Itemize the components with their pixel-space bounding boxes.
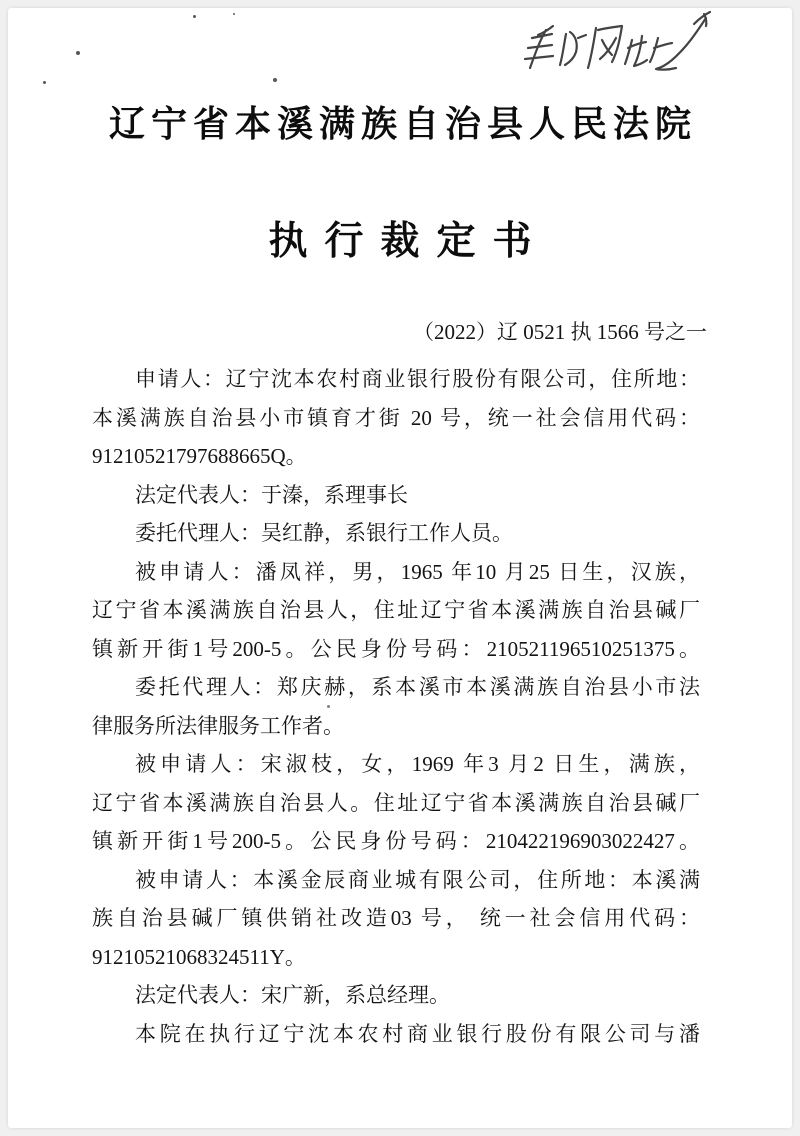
- doc-line: 镇新开街1号200-5。公民身份号码：210422196903022427。: [92, 829, 700, 853]
- scan-speck: [193, 15, 196, 18]
- doc-line: 镇新开街1号200-5。公民身份号码：210521196510251375。: [92, 636, 700, 661]
- doc-line: 被申请人：潘凤祥，男，1965 年10 月25 日生，汉族，: [135, 559, 700, 584]
- doc-line: 本院在执行辽宁沈本农村商业银行股份有限公司与潘: [135, 1021, 700, 1046]
- case-number: （2022）辽 0521 执 1566 号之一: [413, 320, 707, 344]
- scan-speck: [233, 13, 235, 15]
- doc-line: 辽宁省本溪满族自治县人，住址辽宁省本溪满族自治县碱厂: [92, 598, 700, 622]
- scan-speck: [43, 81, 46, 84]
- doc-line: 91210521797688665Q。: [92, 444, 307, 468]
- scan-speck: [273, 78, 277, 82]
- doc-line: 族自治县碱厂镇供销社改造03 号， 统一社会信用代码：: [92, 906, 700, 930]
- doc-line: 法定代表人：于溱，系理事长: [135, 482, 408, 507]
- doc-line: 委托代理人：吴红静，系银行工作人员。: [135, 521, 513, 545]
- court-name: 辽宁省本溪满族自治县人民法院: [108, 104, 697, 144]
- doc-line: 委托代理人：郑庆赫，系本溪市本溪满族自治县小市法: [135, 675, 700, 699]
- scanned-document-page: [8, 8, 792, 1128]
- doc-line: 本溪满族自治县小市镇育才街 20 号，统一社会信用代码：: [92, 405, 700, 430]
- handwritten-annotation: [508, 8, 723, 80]
- doc-line: 91210521068324511Y。: [92, 944, 306, 969]
- doc-line: 被申请人：宋淑枝，女，1969 年3 月2 日生，满族，: [135, 752, 700, 776]
- document-title: 执行裁定书: [268, 220, 549, 263]
- doc-line: 法定代表人：宋广新，系总经理。: [135, 983, 450, 1007]
- doc-line: 律服务所法律服务工作者。: [92, 713, 344, 738]
- doc-line: 申请人：辽宁沈本农村商业银行股份有限公司，住所地：: [135, 367, 700, 391]
- doc-line: 辽宁省本溪满族自治县人。住址辽宁省本溪满族自治县碱厂: [92, 790, 700, 815]
- doc-line: 被申请人：本溪金辰商业城有限公司，住所地：本溪满: [135, 867, 700, 892]
- scan-speck: [76, 51, 80, 55]
- document-body: [92, 360, 700, 1053]
